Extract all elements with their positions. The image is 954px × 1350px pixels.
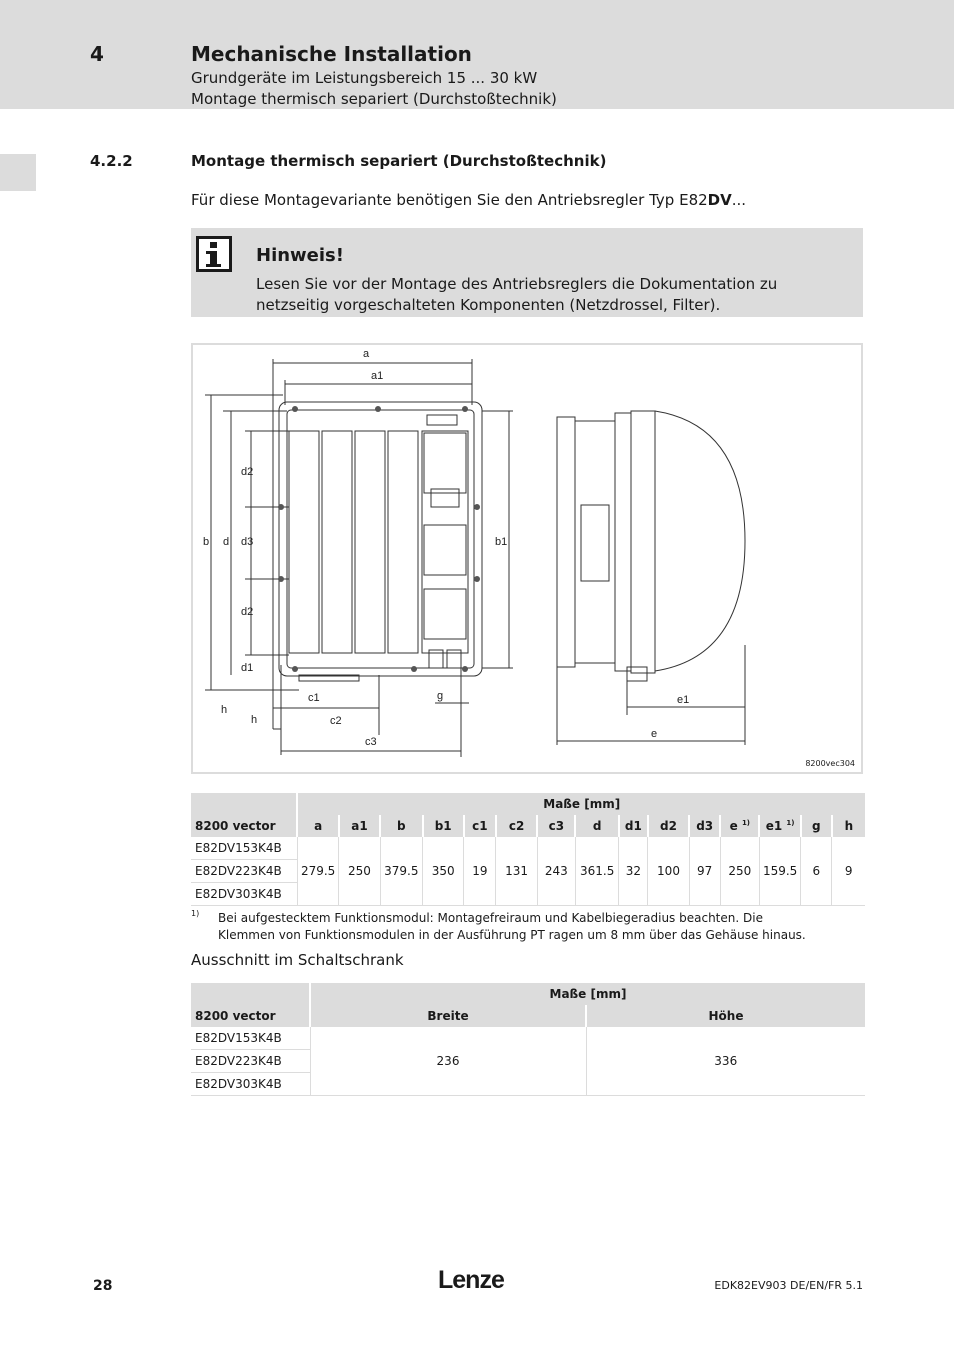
cutout-title: Ausschnitt im Schaltschrank (191, 951, 404, 969)
value-e1: 159.5 (759, 837, 800, 906)
value-d2: 100 (648, 837, 689, 906)
col-c2: c2 (496, 815, 537, 837)
label-h: h (251, 714, 258, 726)
model-cell: E82DV223K4B (191, 1050, 310, 1073)
value-h: 9 (832, 837, 865, 906)
dimension-drawing (191, 343, 863, 774)
chapter-number: 4 (90, 42, 104, 66)
label-d2-top: d2 (241, 466, 254, 478)
label-g: g (437, 690, 444, 702)
col-d2: d2 (648, 815, 689, 837)
value-d3: 97 (689, 837, 720, 906)
value-c2: 131 (496, 837, 537, 906)
model-cell: E82DV153K4B (191, 837, 297, 860)
col-e: e $^{1)}$ (720, 815, 759, 837)
col-d: d (575, 815, 618, 837)
col-width: Breite (310, 1005, 586, 1027)
table-row (191, 1027, 865, 1050)
col-d3: d3 (689, 815, 720, 837)
value-b1: 350 (423, 837, 464, 906)
page-number: 28 (93, 1278, 113, 1294)
col-h: h (832, 815, 865, 837)
document-reference: EDK82EV903 DE/EN/FR 5.1 (714, 1279, 863, 1292)
label-a: a (363, 348, 370, 360)
value-d1: 32 (619, 837, 648, 906)
value-g: 6 (801, 837, 832, 906)
section-number: 4.2.2 (90, 152, 133, 170)
label-a1: a1 (371, 370, 384, 382)
chapter-title: Mechanische Installation (191, 42, 472, 66)
chapter-subtitle-1: Grundgeräte im Leistungsbereich 15 ... 30 kW (191, 69, 538, 87)
note-box (191, 228, 863, 317)
info-icon (196, 236, 232, 272)
col-e1: e1 $^{1)}$ (759, 815, 800, 837)
value-d: 361.5 (575, 837, 618, 906)
device-drawing (193, 345, 861, 772)
label-c1: c1 (308, 692, 320, 704)
footnote-text: Bei aufgestecktem Funktionsmodul: Montagefreiraum und Kabelbiegeradius beachten. Die Klemmen von Funktionsmodulen in der Ausführung PT ragen um 8 mm über das Gehäuse hinaus. (218, 911, 806, 942)
value-e: 250 (720, 837, 759, 906)
col-d1: d1 (619, 815, 648, 837)
col-height: Höhe (586, 1005, 865, 1027)
value-width: 236 (310, 1027, 586, 1096)
section-title: Montage thermisch separiert (Durchstoßtechnik) (191, 152, 607, 170)
col-a1: a1 (339, 815, 380, 837)
label-d: d (223, 536, 230, 548)
col-b: b (380, 815, 422, 837)
cutout-group-header: Maße [mm] (310, 983, 865, 1005)
model-cell: E82DV303K4B (191, 1073, 310, 1096)
label-b1: b1 (495, 536, 508, 548)
intro-text: Für diese Montagevariante benötigen Sie den Antriebsregler Typ E82DV... (191, 191, 747, 209)
value-a1: 250 (339, 837, 380, 906)
model-header: 8200 vector (195, 819, 276, 833)
note-text: Lesen Sie vor der Montage des Antriebsreglers die Dokumentation zu netzseitig vorgeschalteten Komponenten (Netzdrossel, Filter). (256, 275, 778, 314)
value-height: 336 (586, 1027, 865, 1096)
col-a: a (297, 815, 338, 837)
label-e1: e1 (677, 694, 690, 706)
label-b: b (203, 536, 210, 548)
label-e: e (651, 728, 658, 740)
value-b: 379.5 (380, 837, 422, 906)
value-c1: 19 (464, 837, 496, 906)
col-c3: c3 (537, 815, 575, 837)
label-d2-bottom: d2 (241, 606, 254, 618)
chapter-subtitle-2: Montage thermisch separiert (Durchstoßtechnik) (191, 90, 557, 108)
side-tab (0, 154, 36, 191)
value-a: 279.5 (297, 837, 338, 906)
cutout-model-header: 8200 vector (195, 1009, 276, 1023)
col-g: g (801, 815, 832, 837)
dimensions-table (191, 793, 865, 906)
label-c3: c3 (365, 736, 377, 748)
model-cell: E82DV223K4B (191, 860, 297, 883)
model-cell: E82DV153K4B (191, 1027, 310, 1050)
label-d3: d3 (241, 536, 254, 548)
label-h-left: h (221, 704, 228, 716)
footnote-marker: 1) (191, 909, 200, 918)
table-row (191, 837, 865, 860)
group-header: Maße [mm] (297, 793, 865, 815)
col-c1: c1 (464, 815, 496, 837)
cutout-table (191, 983, 865, 1096)
label-d1: d1 (241, 662, 254, 674)
label-c2: c2 (330, 715, 342, 727)
lenze-logo: Lenze (438, 1266, 504, 1294)
value-c3: 243 (537, 837, 575, 906)
col-b1: b1 (423, 815, 464, 837)
note-title: Hinweis! (256, 245, 344, 266)
figure-code: 8200vec304 (805, 759, 855, 768)
model-cell: E82DV303K4B (191, 883, 297, 906)
